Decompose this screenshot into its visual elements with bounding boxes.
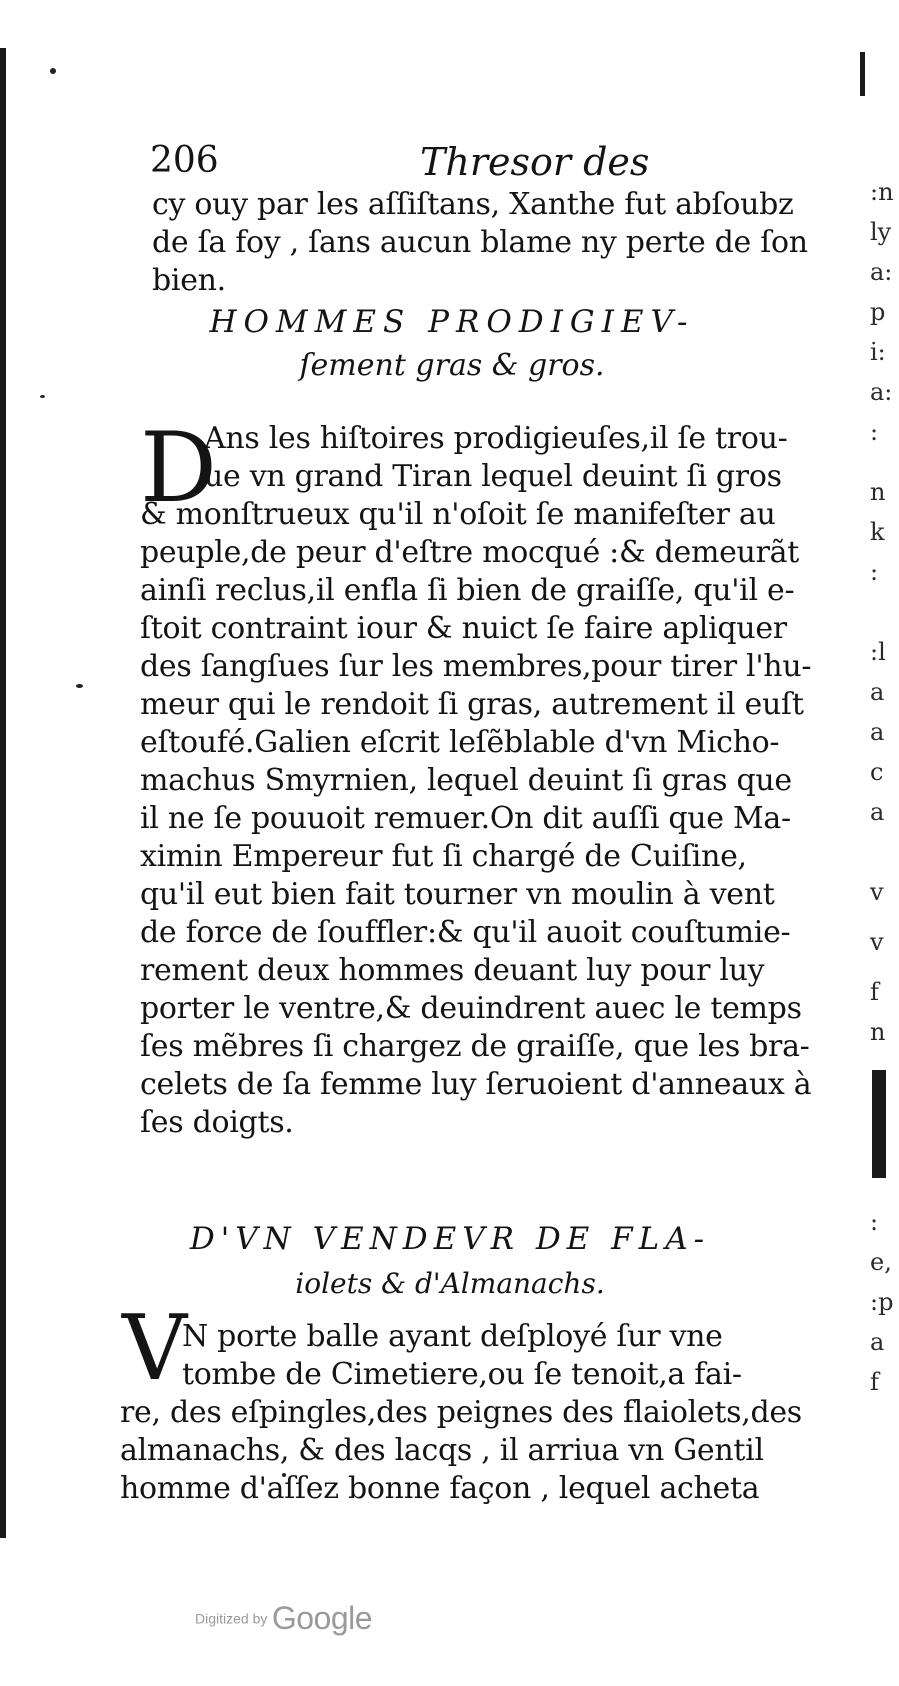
text-line: ximin Empereur fut ſi chargé de Cuiſine,	[140, 839, 747, 874]
text-line: de ſa foy , ſans aucun blame ny perte de ſon	[152, 225, 808, 260]
text-line: ſes doigts.	[140, 1105, 294, 1140]
section-subheading: iolets & d'Almanachs.	[295, 1267, 605, 1300]
continued-paragraph	[152, 186, 808, 300]
text-line: machus Smyrnien, lequel deuint ſi gras que	[140, 763, 792, 798]
text-line: cy ouy par les aſſiſtans, Xanthe fut abſoubz	[152, 187, 794, 222]
text-line: almanachs, & des lacqs , il arriua vn Gentil	[120, 1433, 764, 1468]
text-line: meur qui le rendoit ſi gras, autrement il euſt	[140, 687, 804, 722]
text-line: ainſi reclus,il enfla ſi bien de graiſſe, qu'il e-	[140, 573, 795, 608]
text-line: de force de ſouffler:& qu'il auoit couſtumie-	[140, 915, 791, 950]
section-paragraph	[120, 1318, 802, 1508]
digitized-watermark	[195, 1600, 372, 1637]
page-edge-mark	[860, 52, 865, 96]
page-edge-shadow	[0, 48, 6, 1538]
page-header	[150, 140, 750, 190]
drop-cap: V	[122, 1296, 187, 1401]
section-heading: HOMMES PRODIGIEV-	[209, 304, 695, 340]
text-line: tombe de Cimetiere,ou ſe tenoit,a fai-	[182, 1357, 742, 1392]
scan-speck	[76, 684, 83, 688]
text-line: homme d'aſſez bonne façon , lequel acheta	[120, 1471, 760, 1506]
text-line: ue vn grand Tiran lequel deuint ſi gros	[204, 459, 782, 494]
text-line: ſtoit contraint iour & nuict ſe faire apliquer	[140, 611, 787, 646]
text-line: celets de ſa femme luy ſeruoient d'anneaux à	[140, 1067, 812, 1102]
drop-cap: D	[140, 412, 217, 524]
text-line: eſtoufé.Galien eſcrit leſẽblable d'vn Micho-	[140, 725, 780, 760]
page-number: 206	[150, 140, 219, 181]
text-line: il ne ſe pouuoit remuer.On dit auſſi que Ma-	[140, 801, 791, 836]
text-line: des ſangſues ſur les membres,pour tirer l'hu-	[140, 649, 812, 684]
digitized-label: Digitized by	[195, 1610, 268, 1627]
text-line: N porte balle ayant deſployé ſur vne	[182, 1319, 723, 1354]
text-line: re, des eſpingles,des peignes des flaiolets,des	[120, 1395, 802, 1430]
section-heading: D'VN VENDEVR DE FLA-	[189, 1221, 711, 1257]
scan-speck	[40, 395, 45, 398]
running-title: Thresor des	[420, 140, 650, 184]
section-subheading: ſement gras & gros.	[299, 348, 605, 383]
adjacent-page-bleed: :n ly a: p i: a: : n k : :l a a c a v v f n : e, :p a f	[870, 180, 894, 1396]
google-logo: Google	[271, 1600, 373, 1636]
text-line: & monſtrueux qu'il n'oſoit ſe manifeſter au	[140, 497, 776, 532]
scan-speck	[50, 68, 56, 74]
text-line: rement deux hommes deuant luy pour luy	[140, 953, 765, 988]
text-line: bien.	[152, 263, 226, 298]
text-line: qu'il eut bien fait tourner vn moulin à vent	[140, 877, 775, 912]
text-line: Ans les hiſtoires prodigieuſes,il ſe trou-	[204, 421, 788, 456]
text-line: ſes mẽbres ſi chargez de graiſſe, que les bra-	[140, 1029, 810, 1064]
section-paragraph	[140, 412, 812, 1142]
text-line: peuple,de peur d'eſtre mocqué :& demeurãt	[140, 535, 799, 570]
text-line: porter le ventre,& deuindrent auec le temps	[140, 991, 802, 1026]
